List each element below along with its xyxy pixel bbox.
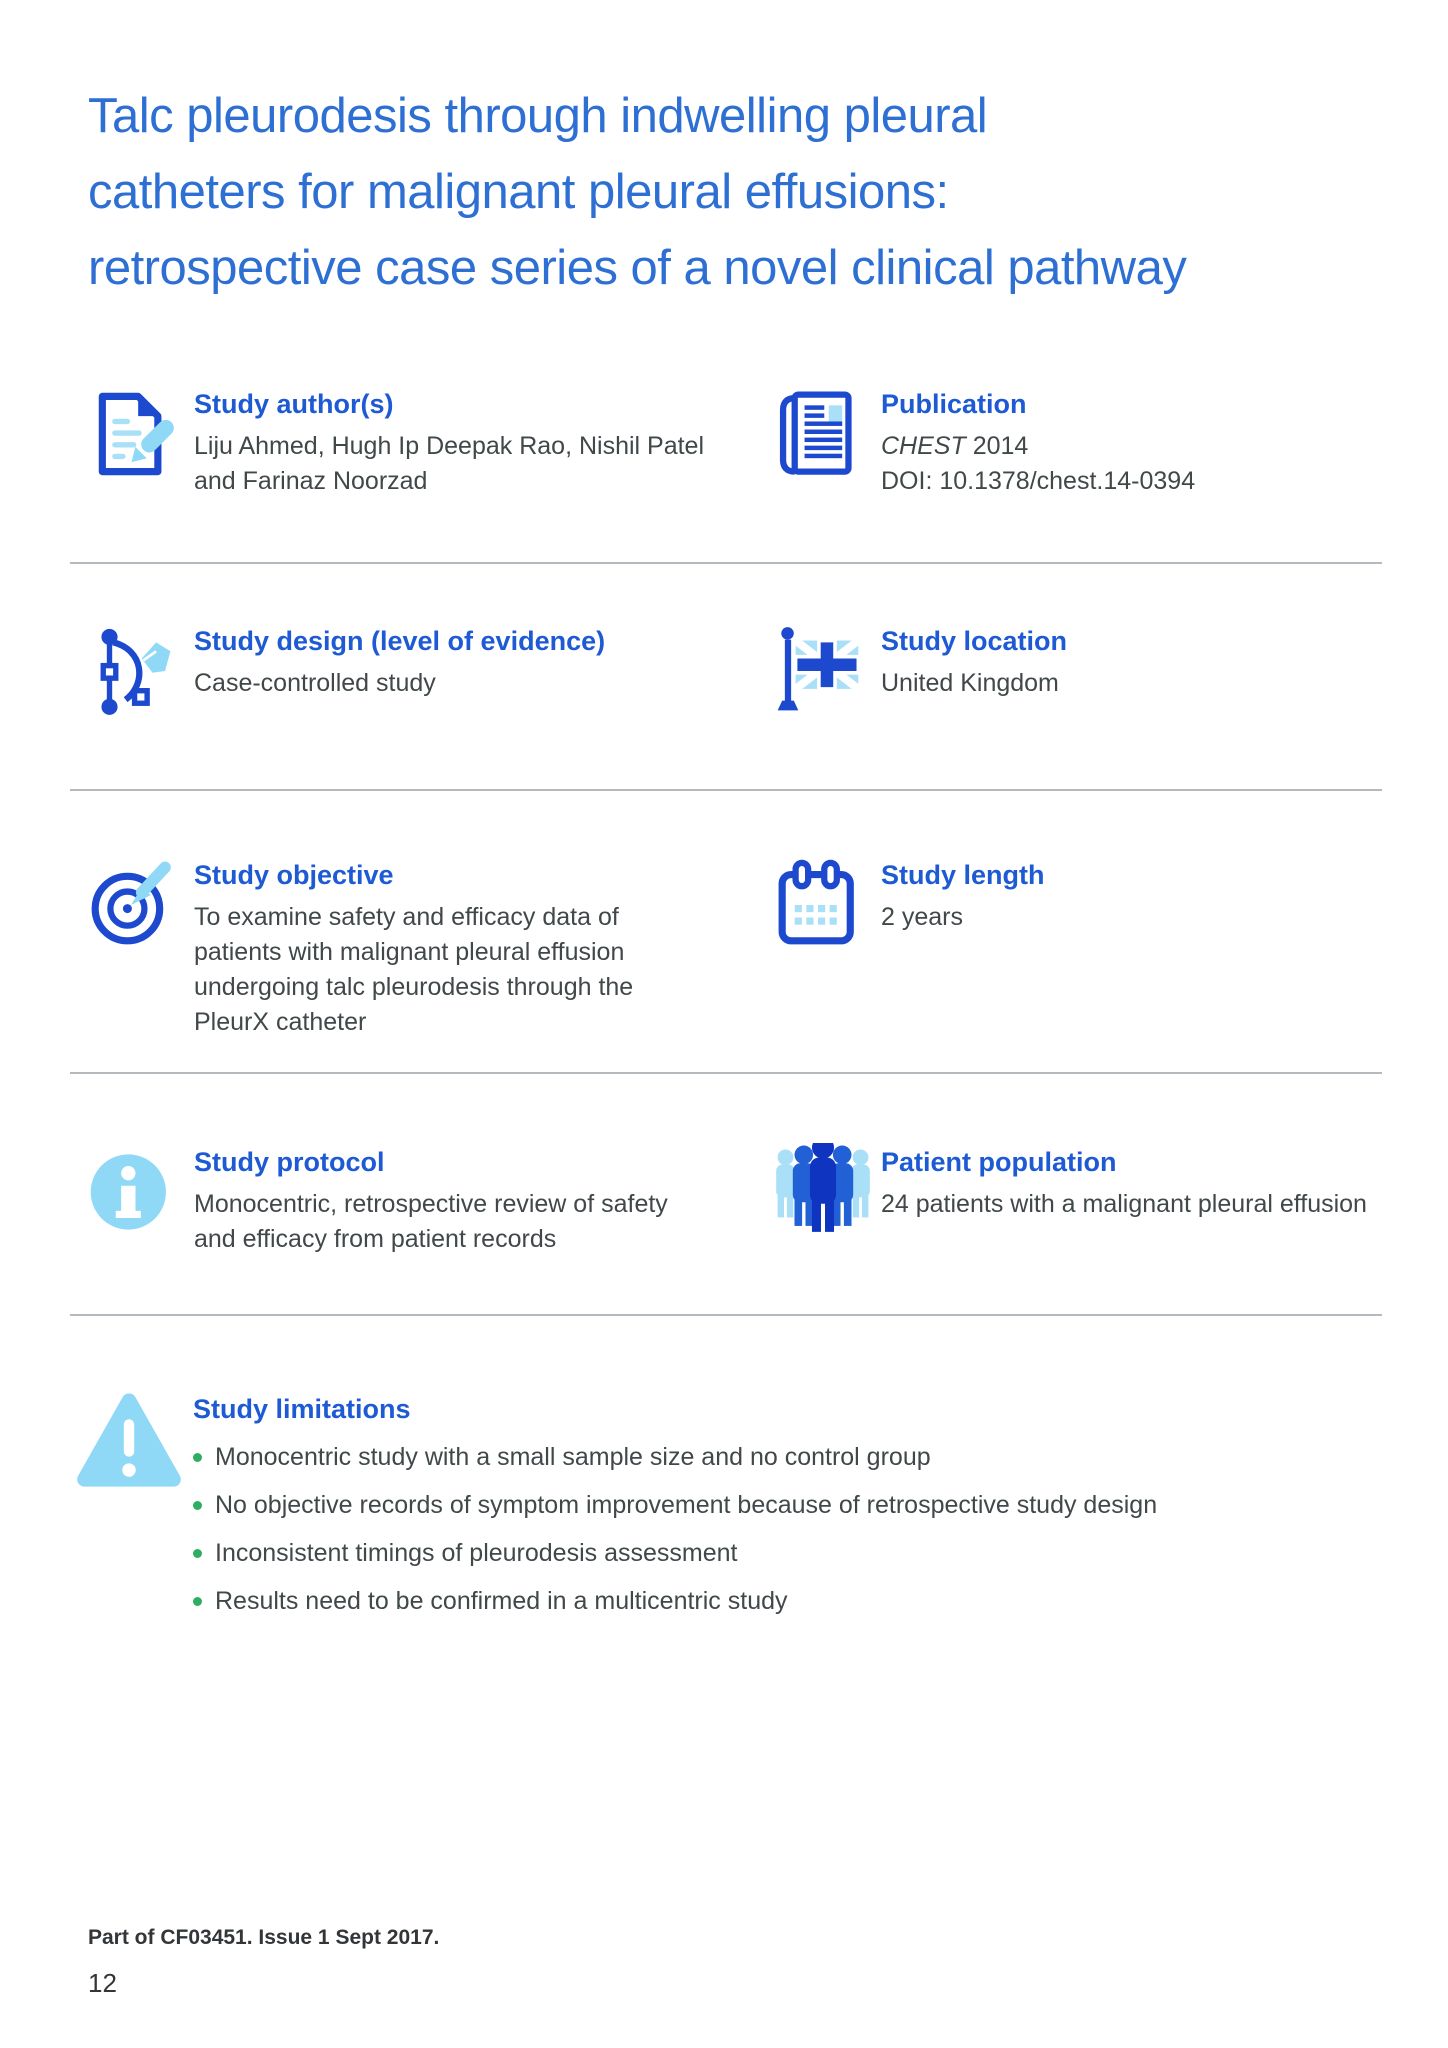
list-item [193,1584,1273,1618]
journal-year: 2014 [972,432,1029,460]
people-icon [775,1143,861,1241]
publication-journal-line [881,429,1195,464]
section-heading: Study protocol [194,1147,385,1177]
design-text: Case-controlled study [194,669,436,697]
section-study-limitations [193,1390,1273,1632]
journal-icon [775,385,861,483]
section-divider [70,562,1382,564]
population-text: 24 patients with a malignant pleural effusion [881,1190,1367,1218]
bullet-dot-icon [193,1501,202,1510]
section-study-location [775,622,1067,720]
calendar-icon [775,856,861,954]
document-pen-icon [88,385,174,483]
location-text: United Kingdom [881,669,1059,697]
section-heading: Study location [881,626,1068,656]
section-heading: Study author(s) [194,389,394,419]
target-dart-icon [88,856,174,954]
length-text: 2 years [881,903,963,931]
bullet-dot-icon [193,1549,202,1558]
section-study-objective [88,856,709,1040]
section-publication [775,385,1195,499]
page-title-line: Talc pleurodesis through indwelling pleural [88,89,988,143]
section-study-authors [88,385,709,499]
page-number: 12 [88,1968,117,1998]
section-heading: Study design (level of evidence) [194,626,606,656]
section-study-design [88,622,605,720]
bullet-dot-icon [193,1453,202,1462]
uk-flag-icon [775,622,861,720]
section-heading: Publication [881,389,1027,419]
limitations-list [193,1440,1273,1618]
limitation-text: No objective records of symptom improvement because of retrospective study design [215,1491,1158,1519]
objective-text: To examine safety and efficacy data of patients with malignant pleural effusion undergoing talc pleurodesis through the PleurX catheter [194,903,634,1036]
section-divider [70,1314,1382,1316]
section-study-protocol [88,1143,709,1257]
page-title-line: retrospective case series of a novel clinical pathway [88,241,1187,295]
bullet-dot-icon [193,1597,202,1606]
section-heading: Study objective [194,860,394,890]
section-study-length [775,856,1045,954]
limitation-text: Inconsistent timings of pleurodesis assessment [215,1539,738,1567]
limitation-text: Monocentric study with a small sample size and no control group [215,1443,931,1471]
authors-text: Liju Ahmed, Hugh Ip Deepak Rao, Nishil Patel and Farinaz Noorzad [194,432,705,495]
section-divider [70,789,1382,791]
footer-note: Part of CF03451. Issue 1 Sept 2017. [88,1926,440,1949]
list-item [193,1536,1273,1570]
list-item [193,1440,1273,1474]
warning-triangle-icon [72,1388,186,1497]
info-icon [88,1143,174,1241]
page-title [88,78,1186,306]
section-divider [70,1072,1382,1074]
page-title-line: catheters for malignant pleural effusions: [88,165,949,219]
section-patient-population [775,1143,1367,1241]
section-heading: Patient population [881,1147,1117,1177]
section-heading: Study limitations [193,1394,411,1424]
publication-doi: DOI: 10.1378/chest.14-0394 [881,467,1196,495]
limitation-text: Results need to be confirmed in a multicentric study [215,1587,788,1615]
bezier-pen-icon [88,622,174,720]
protocol-text: Monocentric, retrospective review of safety and efficacy from patient records [194,1190,668,1253]
section-heading: Study length [881,860,1045,890]
list-item [193,1488,1273,1522]
journal-name: CHEST [881,432,966,460]
